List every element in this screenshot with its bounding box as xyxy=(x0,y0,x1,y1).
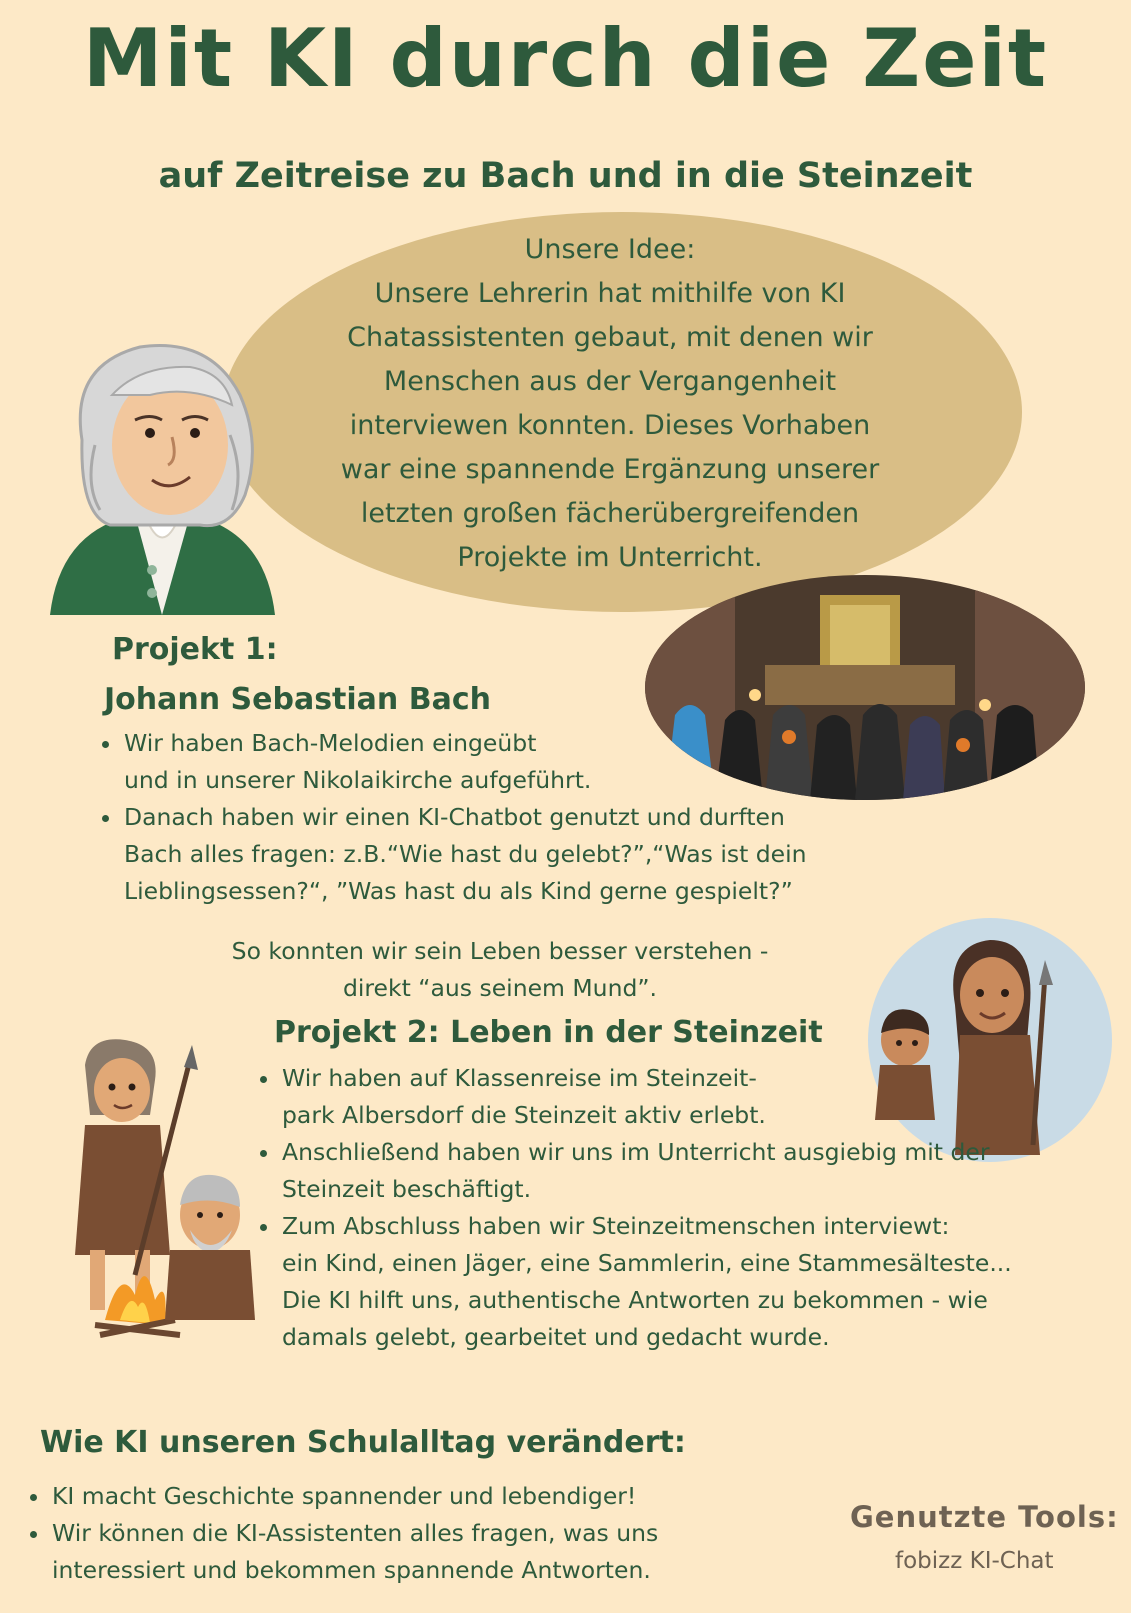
bullet-line: und in unserer Nikolaikirche aufgeführt. xyxy=(124,766,592,794)
bullet-line: damals gelebt, gearbeitet und gedacht wurde. xyxy=(282,1323,830,1351)
idea-line: letzten großen fächerübergreifenden xyxy=(360,498,860,529)
project2-heading: Projekt 2: Leben in der Steinzeit xyxy=(274,1015,823,1050)
project2-bullets xyxy=(258,1060,1118,1356)
idea-heading: Unsere Idee: xyxy=(524,234,696,265)
project1-label: Projekt 1: xyxy=(112,632,278,667)
bullet-line: KI macht Geschichte spannender und lebendiger! xyxy=(52,1482,637,1510)
idea-text xyxy=(270,228,950,580)
list-item xyxy=(258,1060,1118,1134)
list-item xyxy=(258,1208,1118,1356)
idea-line: Chatassistenten gebaut, mit denen wir xyxy=(347,322,873,353)
idea-line: Menschen aus der Vergangenheit xyxy=(383,366,837,397)
idea-line: Unsere Lehrerin hat mithilfe von KI xyxy=(374,278,846,309)
list-item xyxy=(100,799,900,910)
list-item xyxy=(28,1478,828,1515)
project1-bullets xyxy=(100,725,900,910)
bullet-line: ein Kind, einen Jäger, eine Sammlerin, eine Stammesälteste... xyxy=(282,1249,1012,1277)
impact-heading: Wie KI unseren Schulalltag verändert: xyxy=(40,1425,686,1460)
list-item xyxy=(258,1134,1118,1208)
bullet-line: interessiert und bekommen spannende Antworten. xyxy=(52,1556,651,1584)
idea-line: Projekte im Unterricht. xyxy=(457,542,763,573)
bullet-line: Wir können die KI-Assistenten alles fragen, was uns xyxy=(52,1519,659,1547)
note-line: So konnten wir sein Leben besser verstehen - xyxy=(231,937,769,965)
bullet-line: Zum Abschluss haben wir Steinzeitmenschen interviewt: xyxy=(282,1212,950,1240)
bullet-line: Wir haben auf Klassenreise im Steinzeit- xyxy=(282,1064,757,1092)
caveman-with-spear-illustration xyxy=(50,1035,260,1340)
page-title: Mit KI durch die Zeit xyxy=(82,12,1049,105)
bullet-line: Bach alles fragen: z.B.“Wie hast du gelebt?”,“Was ist dein xyxy=(124,840,807,868)
bullet-line: Danach haben wir einen KI-Chatbot genutzt und durften xyxy=(124,803,785,831)
bullet-line: Wir haben Bach-Melodien eingeübt xyxy=(124,729,537,757)
bullet-line: Steinzeit beschäftigt. xyxy=(282,1175,532,1203)
page-subtitle: auf Zeitreise zu Bach und in die Steinzeit xyxy=(158,156,973,196)
bullet-line: park Albersdorf die Steinzeit aktiv erlebt. xyxy=(282,1101,766,1129)
idea-line: war eine spannende Ergänzung unserer xyxy=(340,454,880,485)
idea-line: interviewen konnten. Dieses Vorhaben xyxy=(349,410,871,441)
project1-name: Johann Sebastian Bach xyxy=(104,682,491,717)
tools-item: fobizz KI-Chat xyxy=(895,1548,1054,1574)
bullet-line: Die KI hilft uns, authentische Antworten zu bekommen - wie xyxy=(282,1286,988,1314)
bach-illustration xyxy=(40,325,280,615)
list-item xyxy=(100,725,900,799)
note-line: direkt “aus seinem Mund”. xyxy=(342,974,658,1002)
impact-bullets xyxy=(28,1478,828,1589)
bullet-line: Anschließend haben wir uns im Unterricht ausgiebig mit der xyxy=(282,1138,990,1166)
project1-note xyxy=(100,933,900,1007)
tools-heading: Genutzte Tools: xyxy=(850,1500,1119,1534)
list-item xyxy=(28,1515,828,1589)
bullet-line: Lieblingsessen?“, ”Was hast du als Kind gerne gespielt?” xyxy=(124,877,793,905)
